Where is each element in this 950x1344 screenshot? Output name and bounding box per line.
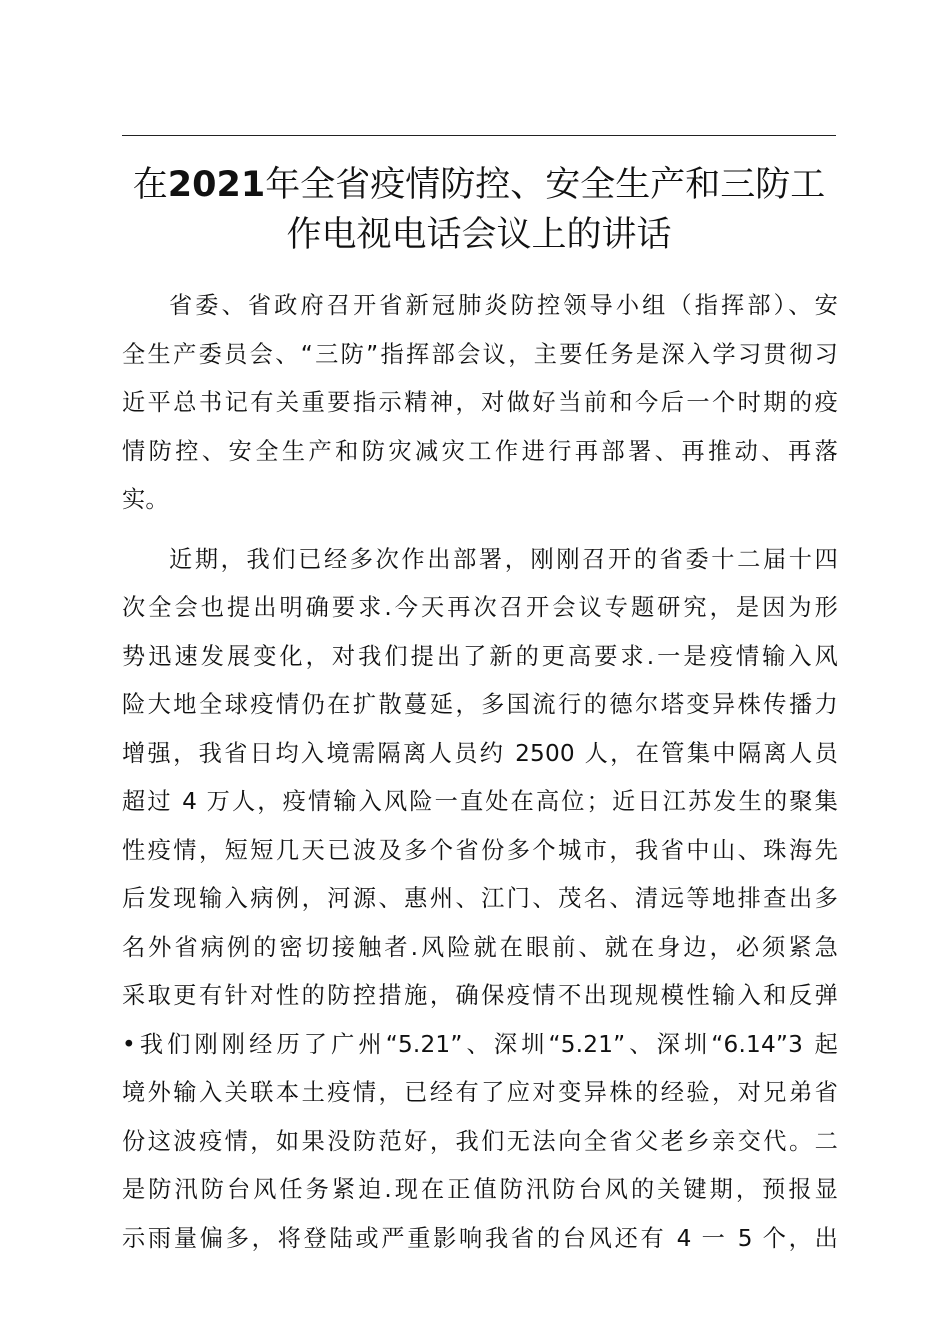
document-body bbox=[122, 282, 838, 1263]
title-line-1 bbox=[100, 160, 858, 210]
paragraph-line: 情防控、安全生产和防灾减灾工作进行再部署、再推动、再落 bbox=[122, 437, 838, 465]
paragraph-2 bbox=[122, 536, 838, 1264]
paragraph-line: 名外省病例的密切接触者.风险就在眼前、就在身边，必须紧急 bbox=[122, 933, 838, 961]
paragraph-line: 险大地全球疫情仍在扩散蔓延，多国流行的德尔塔变异株传播力 bbox=[122, 691, 838, 718]
paragraph-line: 超过 4 万人，疫情输入风险一直处在高位；近日江苏发生的聚集 bbox=[122, 788, 838, 815]
paragraph-line: 后发现输入病例，河源、惠州、江门、茂名、清远等地排查出多 bbox=[122, 885, 838, 912]
paragraph-line: 省委、省政府召开省新冠肺炎防控领导小组（指挥部）、安 bbox=[169, 292, 838, 319]
paragraph-line: 性疫情，短短几天已波及多个省份多个城市，我省中山、珠海先 bbox=[122, 836, 838, 864]
paragraph-line: 次全会也提出明确要求.今天再次召开会议专题研究，是因为形 bbox=[122, 594, 838, 621]
paragraph-line: 全生产委员会、“三防”指挥部会议，主要任务是深入学习贯彻习 bbox=[122, 340, 838, 368]
header-rule bbox=[122, 135, 836, 136]
paragraph-line: 份这波疫情，如果没防范好，我们无法向全省父老乡亲交代。二 bbox=[122, 1127, 838, 1155]
paragraph-line: 势迅速发展变化，对我们提出了新的更高要求.一是疫情输入风 bbox=[122, 642, 838, 670]
paragraph-1 bbox=[122, 282, 838, 525]
title-line-2: 作电视电话会议上的讲话 bbox=[286, 215, 672, 255]
paragraph-line: 近期，我们已经多次作出部署，刚刚召开的省委十二届十四 bbox=[169, 545, 838, 573]
paragraph-line: 增强，我省日均入境需隔离人员约 2500 人，在管集中隔离人员 bbox=[122, 739, 838, 767]
paragraph-line: 采取更有针对性的防控措施，确保疫情不出现规模性输入和反弹 bbox=[122, 982, 838, 1009]
paragraph-line: •我们刚刚经历了广州“5.21”、深圳“5.21”、深圳“6.14”3 起 bbox=[122, 1030, 838, 1058]
paragraph-line: 是防汛防台风任务紧迫.现在正值防汛防台风的关键期，预报显 bbox=[122, 1176, 838, 1203]
document-title bbox=[100, 160, 858, 260]
paragraph-line: 境外输入关联本土疫情，已经有了应对变异株的经验，对兄弟省 bbox=[122, 1079, 838, 1106]
paragraph-line: 示雨量偏多，将登陆或严重影响我省的台风还有 4 一 5 个，出 bbox=[122, 1224, 838, 1252]
paragraph-line: 近平总书记有关重要指示精神，对做好当前和今后一个时期的疫 bbox=[122, 389, 838, 416]
title-year: 2021 bbox=[167, 165, 266, 205]
paragraph-line: 实。 bbox=[122, 486, 169, 513]
title-suffix: 年全省疫情防控、安全生产和三防工 bbox=[265, 165, 826, 205]
title-prefix: 在 bbox=[132, 165, 168, 205]
